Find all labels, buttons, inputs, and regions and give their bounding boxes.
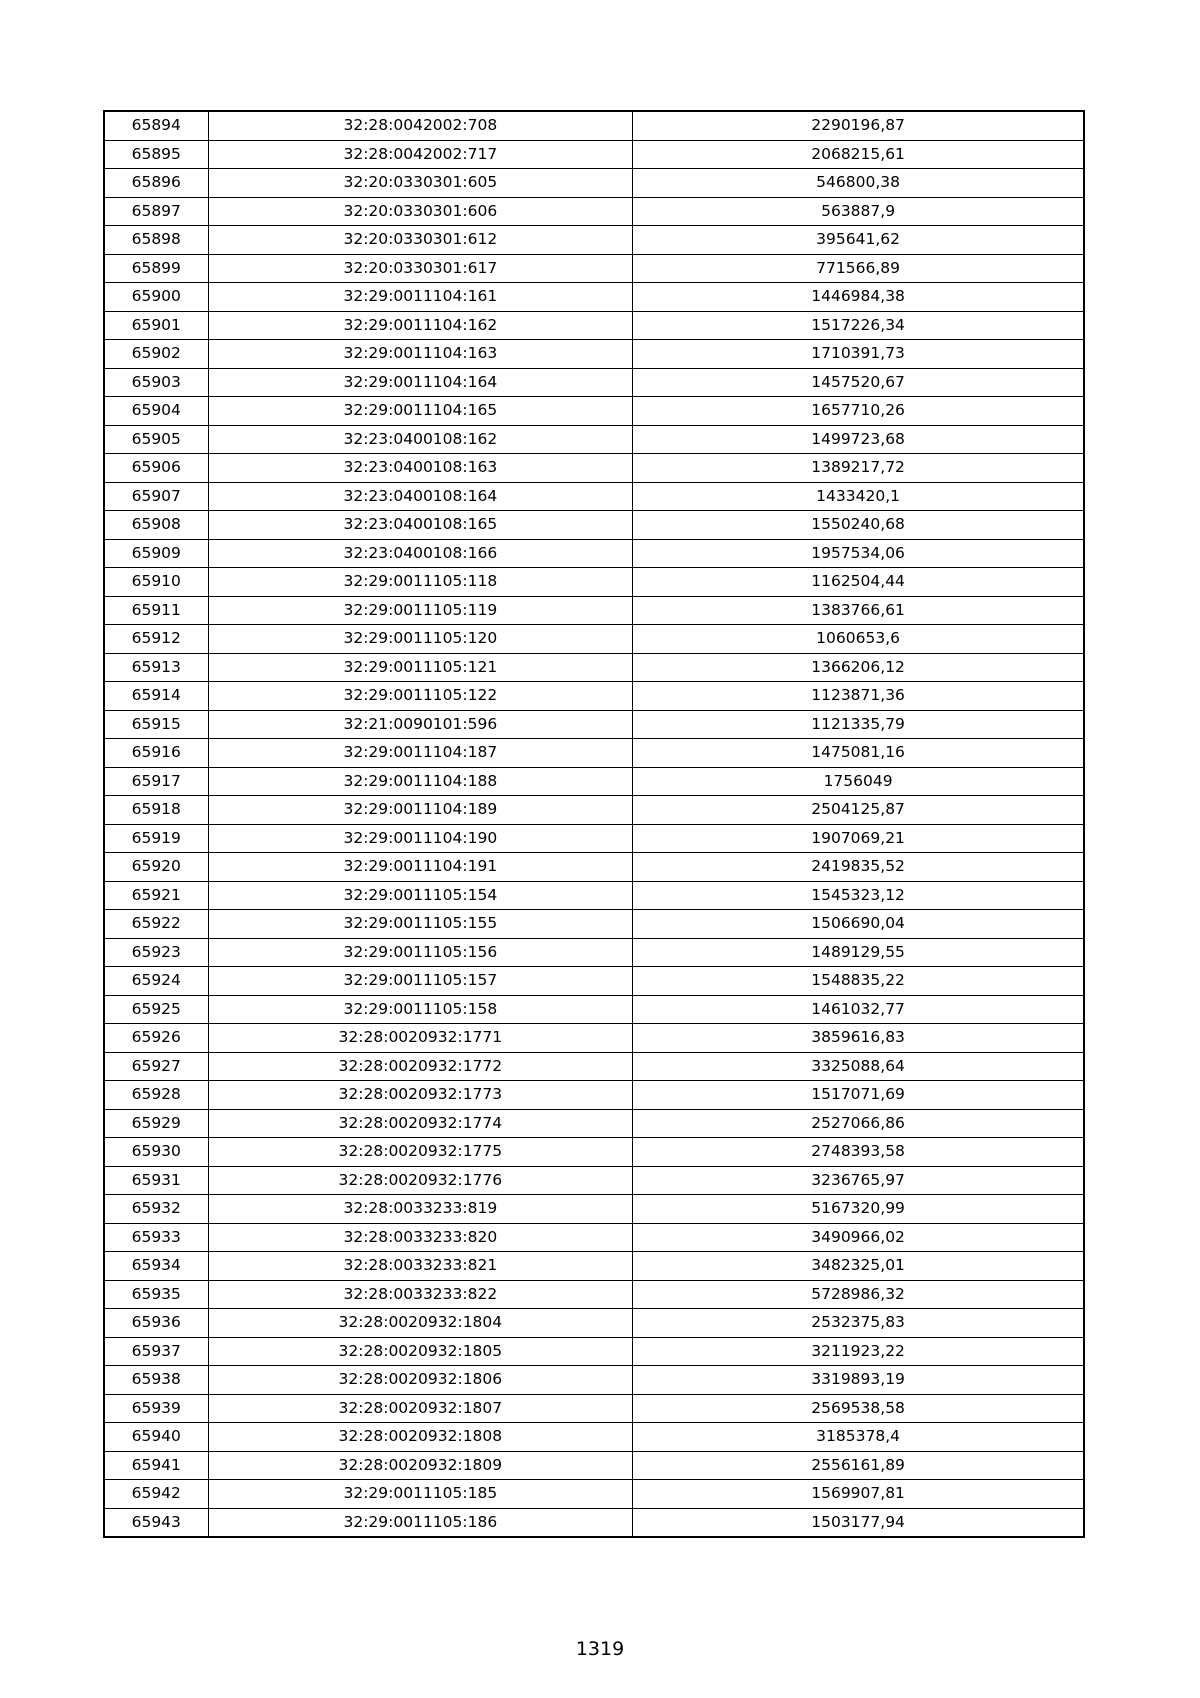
cadastral-value-cell: 3490966,02 xyxy=(633,1223,1084,1252)
row-number-cell: 65917 xyxy=(104,767,208,796)
table-row xyxy=(104,454,1084,483)
row-number-cell: 65903 xyxy=(104,368,208,397)
cadastral-number-cell: 32:28:0020932:1772 xyxy=(208,1052,633,1081)
cadastral-number-cell: 32:28:0020932:1776 xyxy=(208,1166,633,1195)
cadastral-value-cell: 546800,38 xyxy=(633,169,1084,198)
table-row xyxy=(104,938,1084,967)
row-number-cell: 65911 xyxy=(104,596,208,625)
row-number-cell: 65933 xyxy=(104,1223,208,1252)
table-row xyxy=(104,1024,1084,1053)
cadastral-value-cell: 2504125,87 xyxy=(633,796,1084,825)
table-row xyxy=(104,111,1084,140)
cadastral-number-cell: 32:20:0330301:606 xyxy=(208,197,633,226)
cadastral-value-cell: 1366206,12 xyxy=(633,653,1084,682)
cadastral-number-cell: 32:29:0011104:188 xyxy=(208,767,633,796)
table-row xyxy=(104,511,1084,540)
row-number-cell: 65925 xyxy=(104,995,208,1024)
cadastral-value-cell: 771566,89 xyxy=(633,254,1084,283)
cadastral-value-cell: 1060653,6 xyxy=(633,625,1084,654)
table-row xyxy=(104,254,1084,283)
table-row xyxy=(104,311,1084,340)
row-number-cell: 65907 xyxy=(104,482,208,511)
cadastral-value-cell: 1503177,94 xyxy=(633,1508,1084,1537)
row-number-cell: 65894 xyxy=(104,111,208,140)
table-row xyxy=(104,197,1084,226)
row-number-cell: 65896 xyxy=(104,169,208,198)
table-row xyxy=(104,910,1084,939)
table-row xyxy=(104,1280,1084,1309)
cadastral-value-cell: 3859616,83 xyxy=(633,1024,1084,1053)
table-row xyxy=(104,1337,1084,1366)
row-number-cell: 65898 xyxy=(104,226,208,255)
table-row xyxy=(104,796,1084,825)
table-row xyxy=(104,568,1084,597)
cadastral-value-cell: 1657710,26 xyxy=(633,397,1084,426)
cadastral-number-cell: 32:28:0042002:708 xyxy=(208,111,633,140)
cadastral-number-cell: 32:29:0011105:185 xyxy=(208,1480,633,1509)
cadastral-number-cell: 32:29:0011105:156 xyxy=(208,938,633,967)
row-number-cell: 65897 xyxy=(104,197,208,226)
row-number-cell: 65916 xyxy=(104,739,208,768)
cadastral-value-cell: 2068215,61 xyxy=(633,140,1084,169)
cadastral-number-cell: 32:29:0011105:120 xyxy=(208,625,633,654)
table-row xyxy=(104,169,1084,198)
table-row xyxy=(104,226,1084,255)
cadastral-value-cell: 395641,62 xyxy=(633,226,1084,255)
cadastral-number-cell: 32:23:0400108:162 xyxy=(208,425,633,454)
row-number-cell: 65928 xyxy=(104,1081,208,1110)
cadastral-value-cell: 563887,9 xyxy=(633,197,1084,226)
cadastral-number-cell: 32:28:0020932:1774 xyxy=(208,1109,633,1138)
table-row xyxy=(104,682,1084,711)
cadastral-value-cell: 1907069,21 xyxy=(633,824,1084,853)
table-row xyxy=(104,1252,1084,1281)
cadastral-number-cell: 32:29:0011104:191 xyxy=(208,853,633,882)
cadastral-value-cell: 1162504,44 xyxy=(633,568,1084,597)
cadastral-number-cell: 32:28:0020932:1809 xyxy=(208,1451,633,1480)
cadastral-value-cell: 1569907,81 xyxy=(633,1480,1084,1509)
row-number-cell: 65929 xyxy=(104,1109,208,1138)
cadastral-number-cell: 32:29:0011105:119 xyxy=(208,596,633,625)
row-number-cell: 65936 xyxy=(104,1309,208,1338)
table-row xyxy=(104,1166,1084,1195)
row-number-cell: 65905 xyxy=(104,425,208,454)
cadastral-value-cell: 1957534,06 xyxy=(633,539,1084,568)
cadastral-number-cell: 32:29:0011104:163 xyxy=(208,340,633,369)
cadastral-number-cell: 32:28:0033233:819 xyxy=(208,1195,633,1224)
cadastral-value-cell: 3211923,22 xyxy=(633,1337,1084,1366)
row-number-cell: 65923 xyxy=(104,938,208,967)
row-number-cell: 65909 xyxy=(104,539,208,568)
table-row xyxy=(104,653,1084,682)
cadastral-number-cell: 32:28:0020932:1806 xyxy=(208,1366,633,1395)
cadastral-number-cell: 32:28:0020932:1805 xyxy=(208,1337,633,1366)
cadastral-number-cell: 32:29:0011105:118 xyxy=(208,568,633,597)
table-row xyxy=(104,739,1084,768)
cadastral-value-cell: 3236765,97 xyxy=(633,1166,1084,1195)
table-row xyxy=(104,1195,1084,1224)
cadastral-value-cell: 1475081,16 xyxy=(633,739,1084,768)
cadastral-number-cell: 32:29:0011105:121 xyxy=(208,653,633,682)
cadastral-number-cell: 32:28:0020932:1773 xyxy=(208,1081,633,1110)
row-number-cell: 65919 xyxy=(104,824,208,853)
table-row xyxy=(104,1109,1084,1138)
table-row xyxy=(104,881,1084,910)
table-row xyxy=(104,1309,1084,1338)
table-row xyxy=(104,539,1084,568)
cadastral-value-cell: 2527066,86 xyxy=(633,1109,1084,1138)
cadastral-number-cell: 32:21:0090101:596 xyxy=(208,710,633,739)
row-number-cell: 65939 xyxy=(104,1394,208,1423)
table-row xyxy=(104,995,1084,1024)
cadastral-number-cell: 32:20:0330301:612 xyxy=(208,226,633,255)
cadastral-value-cell: 1433420,1 xyxy=(633,482,1084,511)
cadastral-number-cell: 32:20:0330301:617 xyxy=(208,254,633,283)
table-row xyxy=(104,625,1084,654)
cadastral-value-cell: 1517226,34 xyxy=(633,311,1084,340)
cadastral-value-cell: 1506690,04 xyxy=(633,910,1084,939)
cadastral-value-cell: 1489129,55 xyxy=(633,938,1084,967)
cadastral-number-cell: 32:23:0400108:166 xyxy=(208,539,633,568)
row-number-cell: 65938 xyxy=(104,1366,208,1395)
cadastral-number-cell: 32:29:0011105:158 xyxy=(208,995,633,1024)
row-number-cell: 65930 xyxy=(104,1138,208,1167)
cadastral-number-cell: 32:29:0011105:157 xyxy=(208,967,633,996)
cadastral-value-table xyxy=(103,110,1085,1538)
cadastral-value-cell: 2419835,52 xyxy=(633,853,1084,882)
table-row xyxy=(104,1451,1084,1480)
page-number: 1319 xyxy=(575,1638,625,1660)
cadastral-value-cell: 1710391,73 xyxy=(633,340,1084,369)
table-row xyxy=(104,1366,1084,1395)
row-number-cell: 65931 xyxy=(104,1166,208,1195)
row-number-cell: 65922 xyxy=(104,910,208,939)
table-row xyxy=(104,824,1084,853)
cadastral-value-cell: 3319893,19 xyxy=(633,1366,1084,1395)
table-row xyxy=(104,1423,1084,1452)
row-number-cell: 65937 xyxy=(104,1337,208,1366)
cadastral-value-cell: 5728986,32 xyxy=(633,1280,1084,1309)
cadastral-number-cell: 32:29:0011104:189 xyxy=(208,796,633,825)
row-number-cell: 65895 xyxy=(104,140,208,169)
cadastral-number-cell: 32:20:0330301:605 xyxy=(208,169,633,198)
row-number-cell: 65940 xyxy=(104,1423,208,1452)
row-number-cell: 65934 xyxy=(104,1252,208,1281)
table-body xyxy=(104,111,1084,1537)
table-row xyxy=(104,1480,1084,1509)
row-number-cell: 65906 xyxy=(104,454,208,483)
cadastral-number-cell: 32:29:0011104:162 xyxy=(208,311,633,340)
cadastral-value-cell: 5167320,99 xyxy=(633,1195,1084,1224)
table-row xyxy=(104,140,1084,169)
cadastral-number-cell: 32:28:0020932:1807 xyxy=(208,1394,633,1423)
row-number-cell: 65910 xyxy=(104,568,208,597)
table-row xyxy=(104,767,1084,796)
table-row xyxy=(104,283,1084,312)
cadastral-number-cell: 32:29:0011104:164 xyxy=(208,368,633,397)
cadastral-value-cell: 1545323,12 xyxy=(633,881,1084,910)
cadastral-value-cell: 1461032,77 xyxy=(633,995,1084,1024)
cadastral-number-cell: 32:29:0011105:154 xyxy=(208,881,633,910)
row-number-cell: 65912 xyxy=(104,625,208,654)
cadastral-number-cell: 32:28:0020932:1804 xyxy=(208,1309,633,1338)
row-number-cell: 65926 xyxy=(104,1024,208,1053)
row-number-cell: 65899 xyxy=(104,254,208,283)
table-row xyxy=(104,482,1084,511)
cadastral-value-cell: 1457520,67 xyxy=(633,368,1084,397)
row-number-cell: 65901 xyxy=(104,311,208,340)
cadastral-value-cell: 3185378,4 xyxy=(633,1423,1084,1452)
cadastral-value-cell: 1756049 xyxy=(633,767,1084,796)
table-row xyxy=(104,397,1084,426)
cadastral-value-cell: 3325088,64 xyxy=(633,1052,1084,1081)
cadastral-number-cell: 32:29:0011105:122 xyxy=(208,682,633,711)
table-row xyxy=(104,1052,1084,1081)
row-number-cell: 65902 xyxy=(104,340,208,369)
cadastral-value-cell: 1389217,72 xyxy=(633,454,1084,483)
cadastral-number-cell: 32:29:0011105:155 xyxy=(208,910,633,939)
row-number-cell: 65908 xyxy=(104,511,208,540)
row-number-cell: 65924 xyxy=(104,967,208,996)
cadastral-number-cell: 32:28:0020932:1775 xyxy=(208,1138,633,1167)
cadastral-value-cell: 1517071,69 xyxy=(633,1081,1084,1110)
cadastral-number-cell: 32:23:0400108:164 xyxy=(208,482,633,511)
cadastral-number-cell: 32:29:0011104:190 xyxy=(208,824,633,853)
cadastral-value-cell: 1548835,22 xyxy=(633,967,1084,996)
row-number-cell: 65942 xyxy=(104,1480,208,1509)
table-row xyxy=(104,1138,1084,1167)
table-row xyxy=(104,1394,1084,1423)
cadastral-value-cell: 1550240,68 xyxy=(633,511,1084,540)
cadastral-value-cell: 2556161,89 xyxy=(633,1451,1084,1480)
row-number-cell: 65941 xyxy=(104,1451,208,1480)
cadastral-value-cell: 2569538,58 xyxy=(633,1394,1084,1423)
cadastral-value-cell: 2748393,58 xyxy=(633,1138,1084,1167)
cadastral-number-cell: 32:28:0033233:822 xyxy=(208,1280,633,1309)
cadastral-number-cell: 32:29:0011105:186 xyxy=(208,1508,633,1537)
table-row xyxy=(104,596,1084,625)
cadastral-number-cell: 32:23:0400108:163 xyxy=(208,454,633,483)
table-row xyxy=(104,967,1084,996)
cadastral-number-cell: 32:28:0020932:1808 xyxy=(208,1423,633,1452)
row-number-cell: 65935 xyxy=(104,1280,208,1309)
cadastral-number-cell: 32:29:0011104:161 xyxy=(208,283,633,312)
row-number-cell: 65918 xyxy=(104,796,208,825)
row-number-cell: 65932 xyxy=(104,1195,208,1224)
cadastral-value-cell: 2532375,83 xyxy=(633,1309,1084,1338)
row-number-cell: 65943 xyxy=(104,1508,208,1537)
cadastral-number-cell: 32:29:0011104:187 xyxy=(208,739,633,768)
row-number-cell: 65915 xyxy=(104,710,208,739)
table-row xyxy=(104,1081,1084,1110)
cadastral-number-cell: 32:28:0042002:717 xyxy=(208,140,633,169)
row-number-cell: 65914 xyxy=(104,682,208,711)
row-number-cell: 65900 xyxy=(104,283,208,312)
cadastral-number-cell: 32:23:0400108:165 xyxy=(208,511,633,540)
cadastral-number-cell: 32:28:0033233:820 xyxy=(208,1223,633,1252)
row-number-cell: 65920 xyxy=(104,853,208,882)
cadastral-number-cell: 32:28:0033233:821 xyxy=(208,1252,633,1281)
row-number-cell: 65913 xyxy=(104,653,208,682)
cadastral-value-cell: 3482325,01 xyxy=(633,1252,1084,1281)
row-number-cell: 65904 xyxy=(104,397,208,426)
table-row xyxy=(104,1508,1084,1537)
table-row xyxy=(104,1223,1084,1252)
table-row xyxy=(104,710,1084,739)
cadastral-value-cell: 1446984,38 xyxy=(633,283,1084,312)
table-row xyxy=(104,425,1084,454)
cadastral-value-cell: 1123871,36 xyxy=(633,682,1084,711)
table-row xyxy=(104,340,1084,369)
table-row xyxy=(104,368,1084,397)
cadastral-number-cell: 32:28:0020932:1771 xyxy=(208,1024,633,1053)
cadastral-value-cell: 1121335,79 xyxy=(633,710,1084,739)
cadastral-value-cell: 1499723,68 xyxy=(633,425,1084,454)
row-number-cell: 65927 xyxy=(104,1052,208,1081)
table-row xyxy=(104,853,1084,882)
cadastral-value-cell: 1383766,61 xyxy=(633,596,1084,625)
row-number-cell: 65921 xyxy=(104,881,208,910)
cadastral-value-cell: 2290196,87 xyxy=(633,111,1084,140)
cadastral-number-cell: 32:29:0011104:165 xyxy=(208,397,633,426)
